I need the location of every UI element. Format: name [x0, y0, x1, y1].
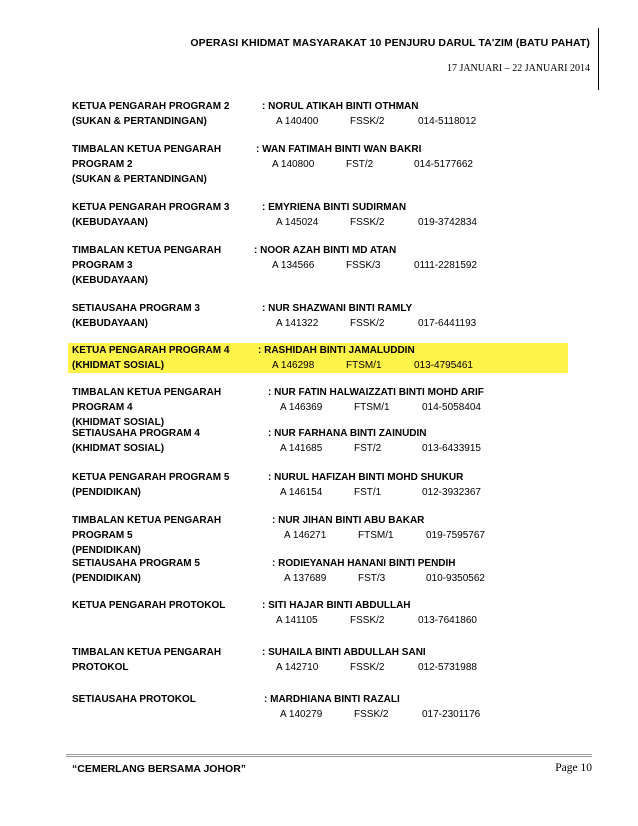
member-name: : NUR FATIN HALWAIZZATI BINTI MOHD ARIF: [268, 387, 484, 398]
position-title: SETIAUSAHA PROGRAM 5: [72, 558, 200, 569]
matric-number: A 137689: [284, 573, 327, 584]
member-name: : MARDHIANA BINTI RAZALI: [264, 694, 400, 705]
list-item: [72, 99, 568, 129]
phone-number: 019-3742834: [418, 217, 477, 228]
member-name: : NORUL ATIKAH BINTI OTHMAN: [262, 101, 419, 112]
phone-number: 019-7595767: [426, 530, 485, 541]
matric-number: A 146271: [284, 530, 327, 541]
faculty-code: FSSK/2: [354, 709, 389, 720]
matric-number: A 146298: [272, 360, 315, 371]
position-title: KETUA PENGARAH PROGRAM 3: [72, 202, 230, 213]
list-item: [72, 470, 568, 500]
position-title: SETIAUSAHA PROTOKOL: [72, 694, 196, 705]
footer-slogan: “CEMERLANG BERSAMA JOHOR”: [72, 763, 247, 775]
list-item: [72, 142, 568, 187]
list-item: [72, 200, 568, 230]
position-title: PROGRAM 4: [72, 402, 133, 413]
position-title: KETUA PENGARAH PROTOKOL: [72, 600, 226, 611]
member-name: : NUR FARHANA BINTI ZAINUDIN: [268, 428, 427, 439]
member-name: : RODIEYANAH HANANI BINTI PENDIH: [272, 558, 456, 569]
header-title: OPERASI KHIDMAT MASYARAKAT 10 PENJURU DARUL TA'ZIM (BATU PAHAT): [190, 37, 590, 49]
faculty-code: FST/2: [354, 443, 382, 454]
position-title: PROTOKOL: [72, 662, 129, 673]
position-title: TIMBALAN KETUA PENGARAH: [72, 647, 222, 658]
matric-number: A 140800: [272, 159, 315, 170]
position-title: (PENDIDIKAN): [72, 487, 141, 498]
faculty-code: FTSM/1: [346, 360, 382, 371]
matric-number: A 134566: [272, 260, 315, 271]
position-title: TIMBALAN KETUA PENGARAH: [72, 144, 222, 155]
position-title: PROGRAM 2: [72, 159, 133, 170]
header-date: 17 JANUARI – 22 JANUARI 2014: [446, 63, 590, 74]
member-name: : SUHAILA BINTI ABDULLAH SANI: [262, 647, 426, 658]
phone-number: 013-4795461: [414, 360, 473, 371]
member-name: : EMYRIENA BINTI SUDIRMAN: [262, 202, 407, 213]
matric-number: A 140400: [276, 116, 319, 127]
faculty-code: FTSM/1: [358, 530, 394, 541]
position-title: (SUKAN & PERTANDINGAN): [72, 116, 207, 127]
member-name: : SITI HAJAR BINTI ABDULLAH: [262, 600, 411, 611]
position-title: (KEBUDAYAAN): [72, 217, 148, 228]
member-name: : NURUL HAFIZAH BINTI MOHD SHUKUR: [268, 472, 464, 483]
position-title: SETIAUSAHA PROGRAM 3: [72, 303, 200, 314]
position-title: SETIAUSAHA PROGRAM 4: [72, 428, 200, 439]
list-item: [72, 645, 568, 675]
matric-number: A 146369: [280, 402, 323, 413]
position-title: (KEBUDAYAAN): [72, 318, 148, 329]
list-item: [72, 426, 568, 456]
matric-number: A 145024: [276, 217, 319, 228]
page-number: Page 10: [555, 762, 592, 774]
faculty-code: FTSM/1: [354, 402, 390, 413]
faculty-code: FSSK/2: [350, 116, 385, 127]
phone-number: 012-3932367: [422, 487, 481, 498]
list-item: [72, 385, 568, 430]
member-name: : NUR SHAZWANI BINTI RAMLY: [262, 303, 413, 314]
position-title: KETUA PENGARAH PROGRAM 2: [72, 101, 230, 112]
phone-number: 014-5058404: [422, 402, 481, 413]
matric-number: A 141105: [276, 615, 318, 626]
member-name: : NUR JIHAN BINTI ABU BAKAR: [272, 515, 425, 526]
position-title: (KHIDMAT SOSIAL): [72, 360, 165, 371]
member-name: : WAN FATIMAH BINTI WAN BAKRI: [256, 144, 422, 155]
matric-number: A 142710: [276, 662, 319, 673]
phone-number: 013-6433915: [422, 443, 481, 454]
phone-number: 014-5177662: [414, 159, 473, 170]
list-item: [72, 301, 568, 331]
position-title: (SUKAN & PERTANDINGAN): [72, 174, 207, 185]
position-title: KETUA PENGARAH PROGRAM 4: [72, 345, 230, 356]
faculty-code: FSSK/2: [350, 615, 385, 626]
phone-number: 010-9350562: [426, 573, 485, 584]
header-divider: [598, 28, 599, 90]
position-title: (PENDIDIKAN): [72, 573, 141, 584]
position-title: (KHIDMAT SOSIAL): [72, 417, 165, 428]
list-item: [72, 513, 568, 558]
faculty-code: FSSK/2: [350, 217, 385, 228]
faculty-code: FST/1: [354, 487, 382, 498]
phone-number: 0111-2281592: [414, 260, 478, 271]
list-item: [72, 243, 568, 288]
position-title: TIMBALAN KETUA PENGARAH: [72, 245, 222, 256]
matric-number: A 141322: [276, 318, 319, 329]
faculty-code: FSSK/2: [350, 662, 385, 673]
member-name: : NOOR AZAH BINTI MD ATAN: [254, 245, 397, 256]
position-title: (KHIDMAT SOSIAL): [72, 443, 165, 454]
position-title: (PENDIDIKAN): [72, 545, 141, 556]
phone-number: 014-5118012: [418, 116, 477, 127]
faculty-code: FSSK/3: [346, 260, 381, 271]
position-title: TIMBALAN KETUA PENGARAH: [72, 387, 222, 398]
faculty-code: FSSK/2: [350, 318, 385, 329]
list-item: [72, 598, 568, 626]
phone-number: 013-7641860: [418, 615, 477, 626]
position-title: KETUA PENGARAH PROGRAM 5: [72, 472, 230, 483]
faculty-code: FST/3: [358, 573, 386, 584]
position-title: PROGRAM 5: [72, 530, 133, 541]
matric-number: A 146154: [280, 487, 323, 498]
position-title: TIMBALAN KETUA PENGARAH: [72, 515, 222, 526]
faculty-code: FST/2: [346, 159, 374, 170]
phone-number: 017-2301176: [422, 709, 481, 720]
matric-number: A 140279: [280, 709, 323, 720]
position-title: PROGRAM 3: [72, 260, 133, 271]
list-item: [72, 556, 568, 586]
phone-number: 017-6441193: [418, 318, 477, 329]
position-title: (KEBUDAYAAN): [72, 275, 148, 286]
list-item-highlighted: [68, 343, 568, 373]
phone-number: 012-5731988: [418, 662, 477, 673]
matric-number: A 141685: [280, 443, 323, 454]
list-item: [72, 692, 568, 720]
footer-divider: [66, 754, 592, 760]
member-name: : RASHIDAH BINTI JAMALUDDIN: [258, 345, 415, 356]
